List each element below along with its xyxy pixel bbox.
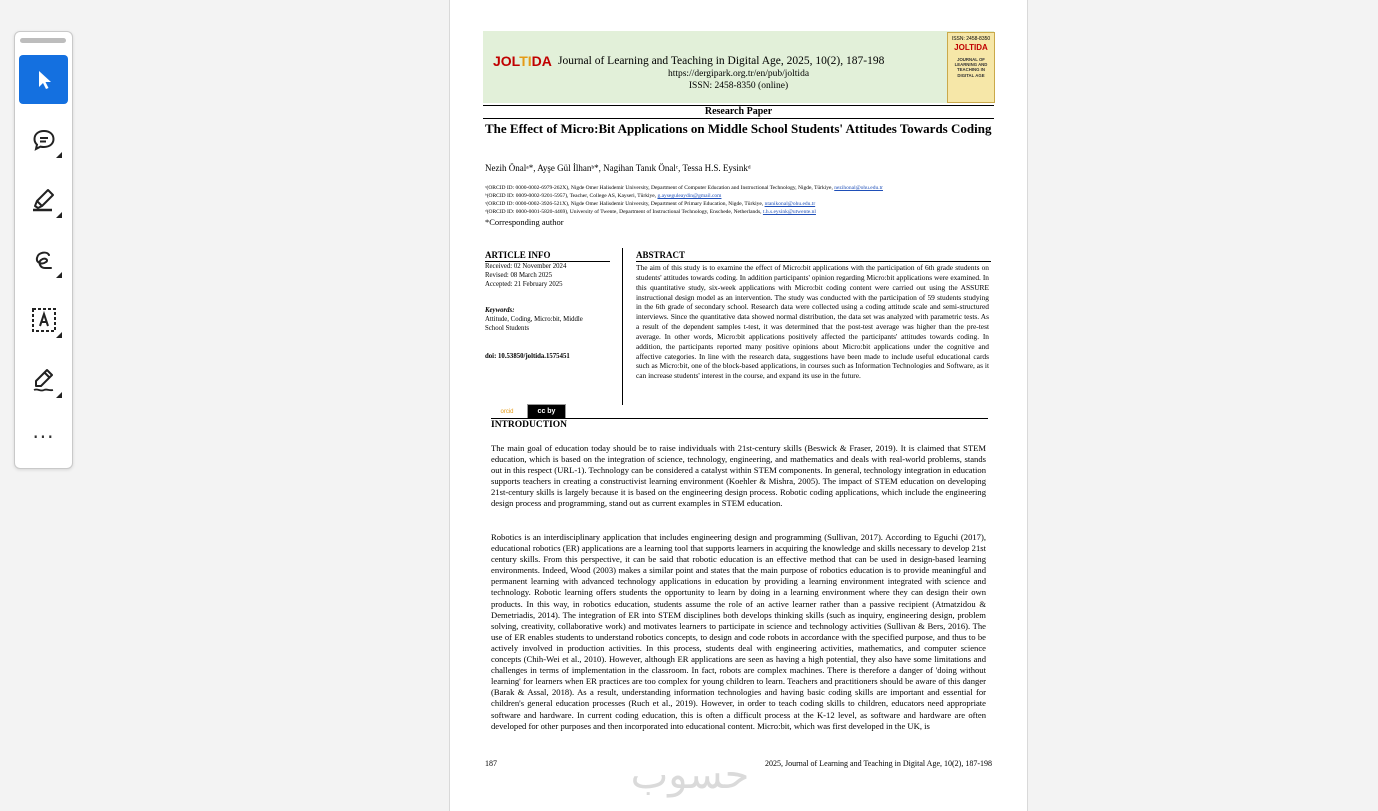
revised-date: Revised: 08 March 2025 — [485, 272, 553, 279]
draw-tool-button[interactable] — [19, 235, 68, 284]
highlighter-icon — [30, 186, 58, 214]
journal-header — [483, 31, 994, 103]
intro-paragraph-2: Robotics is an interdisciplinary application that includes engineering design and programming (Sullivan, 2017). According to Eguchi (2017), educational robotics (ER) applications are a learning tool that supports learners in acquiring the knowledge and skills necessary to develop 21st century skills. From this perspective, it can be said that robotic education is an effective method that can be used in design-based learning environments. Indeed, Wood (2003) makes a similar point and states that the main purpose of robotics education is to provide meaningful and permanent learning with advanced technology applications in education by providing a learning environment integrated with science and technology. Robotic learning offers students the opportunity to learn by doing in a learning environment where they can design their own products. In this way, in robotics education, students assume the role of an active learner rather than a passive recipient (Atmatzidou & Demetriadis, 2014). The integration of ER into STEM disciplines both develops thinking skills (such as inquiry, engineering design, problem solving, creativity, collaborative work) and motivates learners to participate in science and technology activities (Sullivan & Bers, 2016). The use of ER enables students to understand robotics concepts, to design and code robots in accordance with the specified purpose, and thus to be actively involved in production activities. In this process, students deal with engineering activities, mathematics, and computer science concepts (Chih-Wei et al., 2010). However, although ER applications are seen as having a high potential, they also have some limitations and challenges in terms of implementation in the classroom. In fact, robots are complex machines. There is therefore a danger of 'doing without learning' for learners when ER practices are too complex for young children to learn. Teachers and practitioners should be aware of this danger (Barak & Assal, 2018). As a result, understanding information technologies and having basic coding skills are important and essential for children's general education processes (Ruch et al., 2019). However, in order to teach coding skills to children, educators need appropriate software and hardware. In current coding education, this is often a difficult process at the K-12 level, as software and hardware are often developed for other purposes and then incorporated into educational content. Micro:bit, which was first developed in the UK, is — [491, 532, 986, 731]
affiliation-a: ᵃ(ORCID ID: 0000-0002-6979-262X), Nigde Omer Halisdemir University, Department of Computer Education and Instructional Technology, Nigde, Türkiye, nezihonal@ohu.edu.tr — [485, 185, 883, 191]
page-number: 187 — [485, 759, 497, 768]
comment-tool-caret — [56, 152, 62, 158]
affiliation-d: ᵈ(ORCID ID: 0000-0001-5820-4469), University of Twente, Department of Instructional Technology, Enschede, Netherlands, t.h.s.eysink@utwente.nl — [485, 209, 816, 215]
email-link[interactable]: g.ayseguleaydin@gmail.com — [657, 193, 722, 199]
journal-cover-image — [947, 32, 995, 103]
rule — [485, 261, 610, 262]
rule — [636, 261, 991, 262]
cover-issn: ISSN: 2458-8350 — [951, 36, 991, 42]
rule — [491, 418, 988, 419]
annotation-toolbar — [14, 31, 73, 469]
intro-paragraph-1: The main goal of education today should be to raise individuals with 21st-century skills (Beswick & Fraser, 2019). It is claimed that STEM education, which is based on the integration of science, technology, engineering, and mathematics and deals with real-world problems, stands out in this respect (URL-1). Technology can be considered a catalyst within STEM components. In general, technology integration in education supports teachers in creating a constructivist learning environment (Koehler & Mishra, 2005). The impact of STEM education on developing 21st-century skills is largely because it is based on the engineering design process. Robotic coding applications, which include the engineering design process and programming, stand out as current examples in STEM education. — [491, 443, 986, 509]
column-divider — [622, 248, 623, 405]
author-list: Nezih Önalᵃ*, Ayşe Gül İlhanᵇ*, Nagihan Tanık Önalᶜ, Tessa H.S. Eysinkᵈ — [485, 163, 751, 173]
research-paper-label: Research Paper — [704, 106, 773, 117]
highlight-tool-caret — [56, 212, 62, 218]
comment-icon — [30, 126, 58, 154]
toolbar-drag-handle[interactable] — [20, 38, 66, 43]
keywords-line-1: Attitude, Coding, Micro:bit, Middle — [485, 316, 583, 323]
license-badges — [490, 404, 566, 419]
corresponding-author: *Corresponding author — [485, 217, 564, 227]
sign-tool-caret — [56, 392, 62, 398]
text-tool-button[interactable] — [19, 295, 68, 344]
email-link[interactable]: ntanikonal@ohu.edu.tr — [764, 201, 816, 207]
sign-tool-button[interactable] — [19, 355, 68, 404]
highlight-tool-button[interactable] — [19, 175, 68, 224]
text-tool-caret — [56, 332, 62, 338]
orcid-badge[interactable]: orcid — [500, 408, 514, 415]
freehand-icon — [30, 246, 58, 274]
text-box-icon — [30, 306, 58, 334]
affiliation-b: ᵇ(ORCID ID: 0009-0002-9201-5957), Teacher, College AS, Kayseri, Türkiye, g.ayseguleaydin@gmail.com — [485, 193, 722, 199]
select-tool-button[interactable] — [19, 55, 68, 104]
introduction-heading: INTRODUCTION — [491, 420, 568, 430]
signature-icon — [30, 366, 58, 394]
abstract-heading: ABSTRACT — [636, 250, 686, 260]
journal-logo: JOLTIDA — [493, 53, 552, 69]
journal-url[interactable]: https://dergipark.org.tr/en/pub/joltida — [667, 69, 810, 79]
journal-line: Journal of Learning and Teaching in Digital Age, 2025, 10(2), 187-198 — [558, 55, 885, 67]
email-link[interactable]: t.h.s.eysink@utwente.nl — [762, 209, 816, 215]
keywords-line-2: School Students — [485, 325, 529, 332]
article-info-heading: ARTICLE INFO — [485, 250, 551, 260]
abstract-text: The aim of this study is to examine the effect of Micro:bit applications with the participation of 6th grade students on students' attitudes towards coding. In addition participants' opinion regarding Micro:bit applications were examined. In this quantitative study, six-week applications with Micro:bit coding content were carried out using the ASSURE instructional design model as an intervention. The study was conducted with the participation of 59 students studying in the 6th grade of secondary school. Research data were collected using a coding attitude scale and semi-structured interviews. Since the quantitative data showed normal distribution, the data set was analyzed with parametric tests. As a result of the dependent samples t-test, it was determined that the post-test average was higher than the pre-test average. In other words, Micro:bit applications positively affected the participants' attitudes towards coding. In addition, the participants reported many positive opinions about Micro:bit applications under the cognitive and affective categories. In line with the research data, suggestions have been made to include useful educational cards such as Micro:bit, one of the block-based applications, in courses such as Information Technologies and Software, as it can increase students' interest in the course, and expand its use in the future. — [636, 263, 989, 381]
paper-title: The Effect of Micro:Bit Applications on Middle School Students' Attitudes Towards Coding — [485, 121, 992, 136]
journal-issn: ISSN: 2458-8350 (online) — [688, 81, 789, 91]
pdf-page — [449, 0, 1028, 811]
rule — [483, 118, 994, 119]
cover-brand: JOLTIDA — [954, 43, 988, 52]
draw-tool-caret — [56, 272, 62, 278]
more-tools-button[interactable]: ··· — [32, 425, 55, 449]
footer-citation: 2025, Journal of Learning and Teaching in Digital Age, 10(2), 187-198 — [764, 759, 992, 768]
cursor-icon — [30, 66, 58, 94]
received-date: Received: 02 November 2024 — [485, 263, 567, 270]
cover-title: JOURNAL OF LEARNING AND TEACHING IN DIGITAL AGE — [954, 57, 988, 78]
keywords-label: Keywords: — [485, 307, 515, 314]
accepted-date: Accepted: 21 February 2025 — [485, 281, 563, 288]
email-link[interactable]: nezihonal@ohu.edu.tr — [834, 185, 883, 191]
comment-tool-button[interactable] — [19, 115, 68, 164]
affiliation-c: ᶜ(ORCID ID: 0000-0002-3926-521X), Nigde Omer Halisdemir University, Department of Primary Education, Nigde, Türkiye, ntanikonal@ohu.edu.tr — [485, 201, 816, 207]
cc-license-badge[interactable]: cc by — [527, 404, 566, 419]
doi[interactable]: doi: 10.53850/joltida.1575451 — [485, 353, 570, 360]
site-watermark: حسوب — [630, 752, 750, 798]
